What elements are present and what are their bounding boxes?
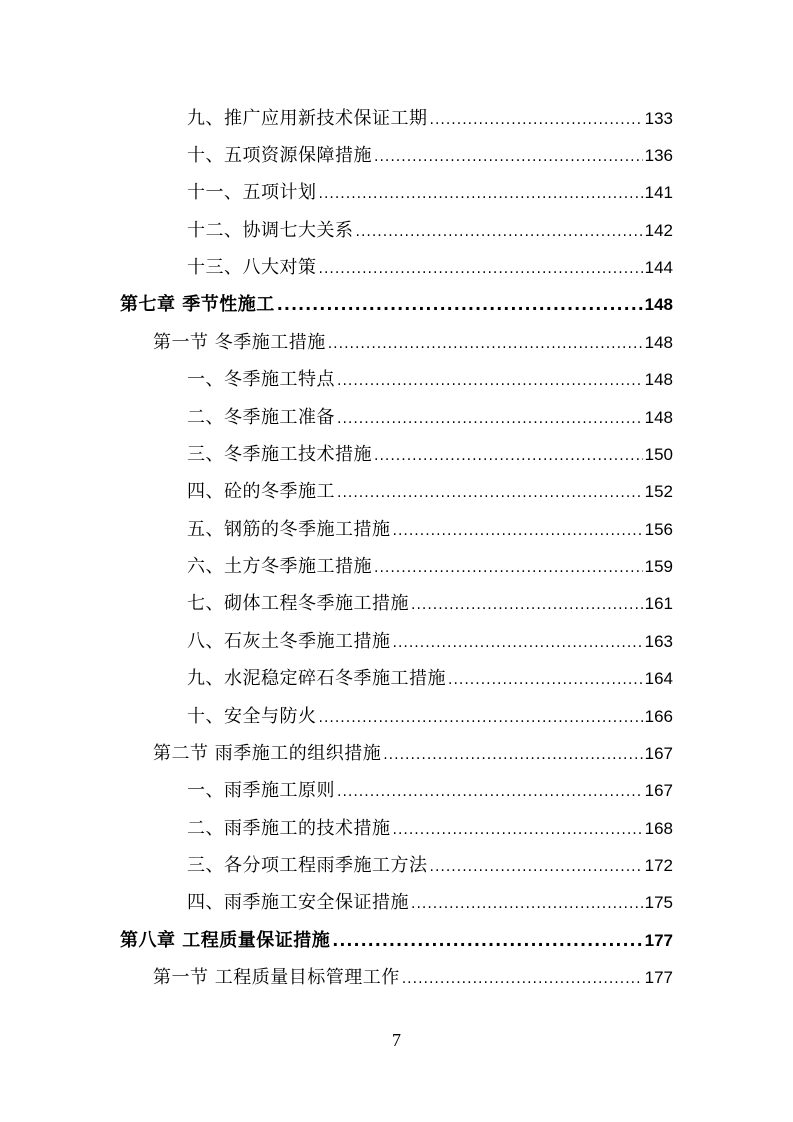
toc-entry-page: 148 [644, 333, 673, 352]
toc-entry-page: 172 [644, 856, 673, 875]
toc-entry[interactable] [187, 442, 673, 468]
toc-entry-page: 177 [644, 931, 673, 950]
toc-entry-title: 八、石灰土冬季施工措施 [187, 631, 391, 652]
toc-entry-title: 四、砼的冬季施工 [187, 481, 335, 502]
toc-entry[interactable] [187, 666, 673, 692]
toc-chapter-entry[interactable] [120, 292, 673, 318]
page-number: 7 [392, 1030, 401, 1050]
toc-entry[interactable] [187, 778, 673, 804]
toc-entry[interactable] [187, 816, 673, 842]
toc-entry-page: 156 [644, 520, 673, 539]
toc-entry-page: 161 [644, 594, 673, 613]
toc-entry-page: 164 [644, 669, 673, 688]
toc-leader-dots [411, 891, 643, 917]
toc-leader-dots [356, 219, 643, 245]
toc-entry[interactable] [187, 106, 673, 132]
toc-entry-title: 三、各分项工程雨季施工方法 [187, 855, 428, 876]
toc-entry-page: 148 [644, 408, 673, 427]
toc-entry-title: 六、土方冬季施工措施 [187, 556, 372, 577]
toc-entry-title: 九、水泥稳定碎石冬季施工措施 [187, 668, 446, 689]
toc-entry-page: 141 [644, 183, 673, 202]
toc-leader-dots [374, 443, 643, 469]
toc-entry-page: 142 [644, 221, 673, 240]
toc-leader-dots [277, 292, 643, 318]
toc-leader-dots [332, 928, 642, 954]
toc-entry-page: 136 [644, 146, 673, 165]
toc-entry-title: 四、雨季施工安全保证措施 [187, 892, 409, 913]
toc-entry-title: 三、冬季施工技术措施 [187, 444, 372, 465]
toc-entry-page: 150 [644, 445, 673, 464]
toc-section-entry[interactable] [153, 741, 673, 767]
toc-entry-page: 148 [644, 370, 673, 389]
toc-entry[interactable] [187, 143, 673, 169]
toc-section-entry[interactable] [153, 330, 673, 356]
toc-leader-dots [383, 742, 642, 768]
toc-entry-page: 144 [644, 258, 673, 277]
toc-entry-page: 175 [644, 893, 673, 912]
toc-entry-title: 一、雨季施工原则 [187, 780, 335, 801]
toc-entry[interactable] [187, 591, 673, 617]
toc-leader-dots [430, 854, 643, 880]
toc-entry-page: 133 [644, 109, 673, 128]
toc-entry-title: 十一、五项计划 [187, 182, 317, 203]
toc-entry-title: 十、五项资源保障措施 [187, 145, 372, 166]
toc-entry-title: 第一节 冬季施工措施 [153, 332, 326, 353]
toc-leader-dots [393, 817, 643, 843]
toc-leader-dots [319, 181, 643, 207]
toc-entry-page: 166 [644, 707, 673, 726]
toc-entry[interactable] [187, 629, 673, 655]
toc-leader-dots [448, 667, 643, 693]
toc-entry-title: 二、冬季施工准备 [187, 407, 335, 428]
toc-entry-page: 168 [644, 819, 673, 838]
toc-leader-dots [328, 331, 643, 357]
toc-entry[interactable] [187, 367, 673, 393]
toc-leader-dots [430, 107, 643, 133]
toc-entry-title: 第七章 季节性施工 [120, 294, 275, 315]
toc-section-entry[interactable] [153, 965, 673, 991]
toc-entry[interactable] [187, 853, 673, 879]
toc-entry[interactable] [187, 255, 673, 281]
toc-leader-dots [337, 779, 643, 805]
toc-entry[interactable] [187, 517, 673, 543]
toc-entry-page: 152 [644, 482, 673, 501]
toc-leader-dots [411, 592, 643, 618]
toc-entry[interactable] [187, 554, 673, 580]
toc-entry-title: 二、雨季施工的技术措施 [187, 818, 391, 839]
toc-entry-page: 177 [644, 968, 673, 987]
toc-leader-dots [374, 555, 643, 581]
toc-entry-page: 159 [644, 557, 673, 576]
toc-entry-page: 163 [644, 632, 673, 651]
toc-entry-title: 第八章 工程质量保证措施 [120, 930, 331, 951]
toc-entry-title: 一、冬季施工特点 [187, 369, 335, 390]
toc-leader-dots [319, 705, 643, 731]
toc-entry-page: 148 [644, 295, 673, 314]
toc-entry-title: 十二、协调七大关系 [187, 220, 354, 241]
toc-leader-dots [319, 256, 643, 282]
toc-entry-title: 七、砌体工程冬季施工措施 [187, 593, 409, 614]
toc-entry[interactable] [187, 405, 673, 431]
toc-entry-title: 十、安全与防火 [187, 706, 317, 727]
toc-entry[interactable] [187, 180, 673, 206]
toc-entry-title: 第二节 雨季施工的组织措施 [153, 743, 382, 764]
toc-entry-page: 167 [644, 781, 673, 800]
toc-leader-dots [337, 480, 643, 506]
toc-entry-title: 十三、八大对策 [187, 257, 317, 278]
toc-leader-dots [402, 966, 643, 992]
toc-leader-dots [337, 368, 643, 394]
toc-entry-title: 九、推广应用新技术保证工期 [187, 108, 428, 129]
toc-entry-title: 第一节 工程质量目标管理工作 [153, 967, 400, 988]
toc-entry[interactable] [187, 218, 673, 244]
toc-entry-page: 167 [644, 744, 673, 763]
toc-entry[interactable] [187, 890, 673, 916]
toc-entry[interactable] [187, 704, 673, 730]
toc-entry[interactable] [187, 479, 673, 505]
toc-leader-dots [393, 518, 643, 544]
toc-chapter-entry[interactable] [120, 928, 673, 954]
toc-leader-dots [393, 630, 643, 656]
toc-leader-dots [337, 406, 643, 432]
toc-leader-dots [374, 144, 643, 170]
toc-entry-title: 五、钢筋的冬季施工措施 [187, 519, 391, 540]
